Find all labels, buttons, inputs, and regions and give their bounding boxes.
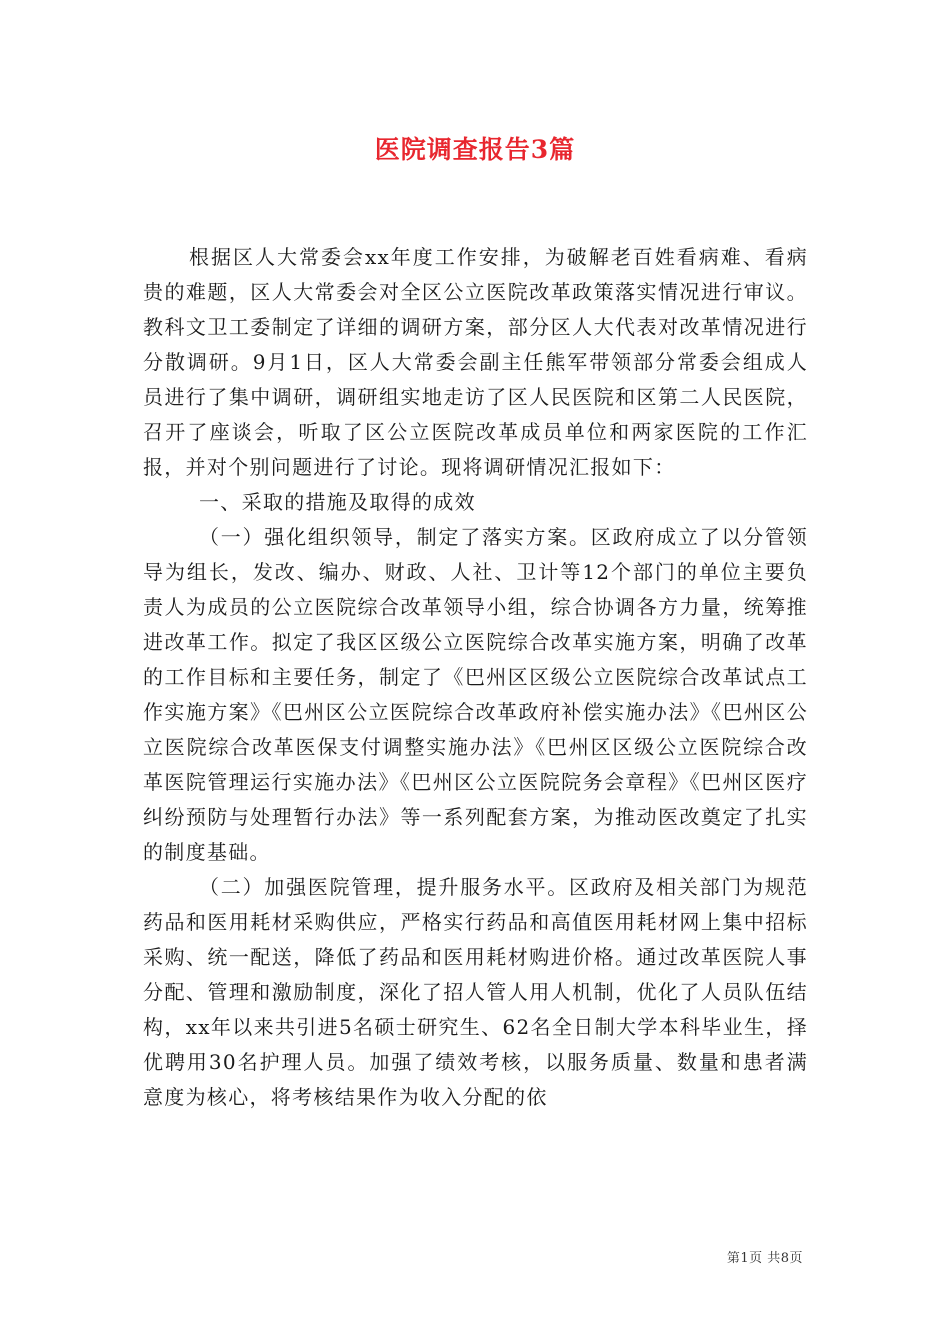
document-body xyxy=(143,240,808,1115)
page-number: 第1页 共8页 xyxy=(726,1251,803,1266)
section-heading: 一、采取的措施及取得的成效 xyxy=(199,490,476,514)
paragraph-section-1: （一）强化组织领导，制定了落实方案。区政府成立了以分管领导为组长，发改、编办、财政、人社、卫计等12个部门的单位主要负责人为成员的公立医院综合改革领导小组，综合协调各方力量，统筹推进改革工作。拟定了我区区级公立医院综合改革实施方案，明确了改革的工作目标和主要任务，制定了《巴州区区级公立医院综合改革试点工作实施方案》《巴州区公立医院综合改革政府补偿实施办法》《巴州区公立医院综合改革医保支付调整实施办法》《巴州区区级公立医院综合改革医院管理运行实施办法》《巴州区公立医院院务会章程》《巴州区医疗纠纷预防与处理暂行办法》等一系列配套方案，为推动医改奠定了扎实的制度基础。 xyxy=(143,525,808,864)
paragraph-intro: 根据区人大常委会xx年度工作安排，为破解老百姓看病难、看病贵的难题，区人大常委会对全区公立医院改革政策落实情况进行审议。教科文卫工委制定了详细的调研方案，部分区人大代表对改革情况进行分散调研。9月1日，区人大常委会副主任熊军带领部分常委会组成人员进行了集中调研，调研组实地走访了区人民医院和区第二人民医院，召开了座谈会，听取了区公立医院改革成员单位和两家医院的工作汇报，并对个别问题进行了讨论。现将调研情况汇报如下： xyxy=(143,245,808,479)
document-title: 医院调查报告3篇 xyxy=(374,135,576,164)
paragraph-section-2: （二）加强医院管理，提升服务水平。区政府及相关部门为规范药品和医用耗材采购供应，严格实行药品和高值医用耗材网上集中招标采购、统一配送，降低了药品和医用耗材购进价格。通过改革医院人事分配、管理和激励制度，深化了招人管人用人机制，优化了人员队伍结构，xx年以来共引进5名硕士研究生、62名全日制大学本科毕业生，择优聘用30名护理人员。加强了绩效考核，以服务质量、数量和患者满意度为核心，将考核结果作为收入分配的依 xyxy=(143,875,808,1109)
